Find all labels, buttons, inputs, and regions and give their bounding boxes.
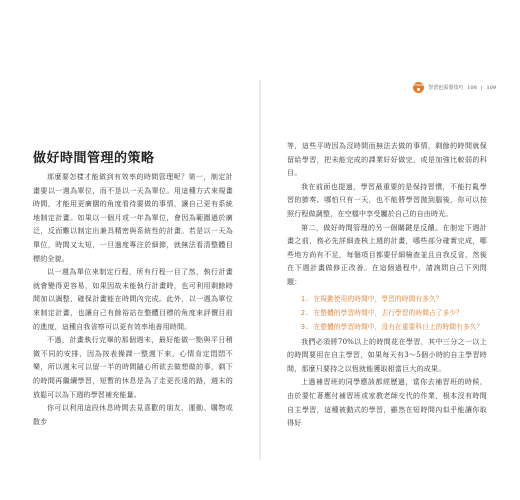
paragraph: 等，這些平時因為沒時間而無法去做的事情，剩餘的時間就保留給學習，把未能完成的課業好好做完，或是加強比較弱的科目。 [287, 142, 487, 178]
paragraph: 上過補習班的同學應該都經歷過，當你去補習班的時候，由於要忙著應付補習班或家教老師交代的作業，根本沒有時間自主學習，這種被動式的學習，雖然在短時間內似乎能讓你取得好 [287, 378, 487, 428]
question-list [287, 292, 487, 334]
paragraph: 你可以利用這段休息時間去見喜歡的朋友、運動、購物或散步 [33, 404, 233, 426]
question-item: 2. 在整體的學習時間中，去行學習的時間占了多少？ [301, 308, 463, 317]
right-page [261, 0, 520, 500]
page-number-separator: | [480, 84, 483, 91]
left-body-text [33, 171, 233, 429]
paragraph: 不過，計畫執行完畢的那個週末，最好能做一點與平日稍微不同的安排，因為按表操課一整週下來，心情肯定悶悶不樂，所以週末可以留一半的時間隨心所欲去做想做的事，剩下的時間再繼續學習，短暫的休息是為了走更長遠的路，週末的放鬆可以為下週的學習補充能量。 [33, 336, 233, 399]
running-title: 學習也需要技巧 [428, 85, 464, 91]
paragraph: 我們必須將70%以上的時間花在學習，其中三分之一以上的時間要用在自主學習，如果每天有3〜5個小時的自主學習時間，那麼只要持之以恆就能獲取相當巨大的成果。 [287, 337, 487, 373]
right-body-text [287, 140, 487, 431]
paragraph: 我在前面也提過，學習最重要的是保持習慣，不能打亂學習的節奏。哪怕只有一天，也不能將學習拋到腦後，你可以按照行程做調整，在空檔中享受屬於自己的自由時光。 [287, 182, 487, 218]
page-number-left: 108 [467, 84, 477, 91]
running-header [413, 82, 496, 93]
question-item: 1. 在規劃使用的時間中，學習的時間有多久？ [301, 294, 443, 303]
paragraph: 第二，做好時間管理的另一個關鍵是反饋。在制定下週計畫之前，務必先詳細查核上週的計畫，哪些部分確實完成，哪些地方尚有不足，每個項目都要仔細檢查並且自我反省，然後在下週計畫做修正改善。在這個過程中，請詢問自己下列問題： [287, 223, 487, 286]
section-heading: 做好時間管理的策略 [33, 151, 155, 166]
paragraph: 那麼要怎樣才能做到有效率的時間管理呢？第一，制定計畫要以一週為單位，而不是以一天為單位。用這種方式來規畫時間，才能用更廣闊的角度看待要做的事情，讓自己更有系統地制定計畫。如果以一個月或一年為單位，會因為範圍過於廣泛，反而難以制定出兼具精密與系統性的計畫。若是以一天為單位，時間又太短，一旦過度專注於細節，就無法看清整體目標的全貌。 [33, 173, 233, 263]
left-page [0, 0, 259, 500]
chapter-badge-icon [413, 82, 424, 93]
chapter-badge-label: Chapter [411, 82, 426, 87]
page-number-right: 109 [486, 84, 496, 91]
badge-dot [417, 88, 420, 91]
question-item: 3. 在整體的學習時間中，沒有在重要科目上的時間有多久？ [301, 322, 484, 331]
paragraph: 以一週為單位來制定行程，所有行程一目了然，執行計畫就會變得更容易，如果因故未能執行計畫時，也可利用剩餘時間加以調整，確保計畫能在時間內完成。此外，以一週為單位來制定計畫，也讓自己有餘裕站在整體目標的角度來評價目前的進度，這種自我省察可以更有效率地善用時間。 [33, 268, 233, 331]
